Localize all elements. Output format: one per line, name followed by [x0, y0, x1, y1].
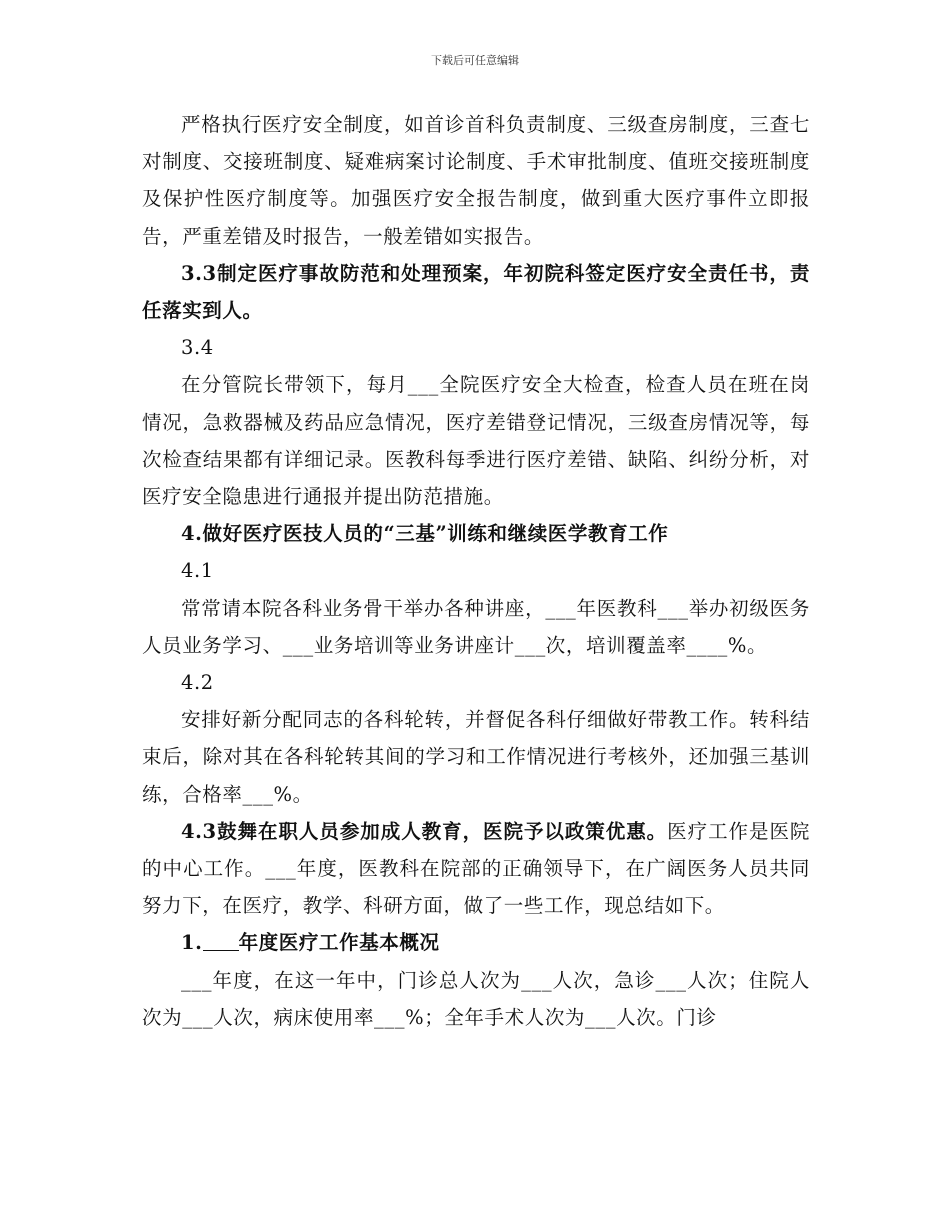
- heading-1-annual-overview: [142, 924, 810, 961]
- page-header: 下载后可任意编辑: [431, 54, 519, 67]
- paragraph-4-3: [142, 813, 810, 925]
- heading-4-1: 4.1: [181, 559, 214, 583]
- heading-4-3: 4.3鼓舞在职人员参加成人教育，医院予以政策优惠。: [181, 819, 668, 843]
- heading-1-title: 年度医疗工作基本概况: [238, 931, 440, 955]
- heading-1-number: 1.: [181, 931, 203, 955]
- paragraph-summary-intro: 医疗工作是医院的中心工作。___年度，医教科在院部的正确领导下，在广阔医务人员共同努力下，在医疗，教学、科研方面，做了一些工作，现总结如下。: [142, 819, 810, 918]
- document-body: [142, 106, 810, 1036]
- paragraph-lectures: 常常请本院各科业务骨干举办各种讲座，___年医教科___举办初级医务人员业务学习、___业务培训等业务讲座计___次，培训覆盖率____%。: [142, 596, 810, 657]
- underline-blank: [203, 931, 239, 952]
- heading-3-3: 3.3制定医疗事故防范和处理预案，年初院科签定医疗安全责任书，责任落实到人。: [142, 261, 810, 323]
- heading-4: 4.做好医疗医技人员的“三基”训练和继续医学教育工作: [181, 522, 669, 546]
- paragraph-safety-rules: 严格执行医疗安全制度，如首诊首科负责制度、三级查房制度，三查七对制度、交接班制度、疑难病案讨论制度、手术审批制度、值班交接班制度及保护性医疗制度等。加强医疗安全报告制度，做到重大医疗事件立即报告，严重差错及时报告，一般差错如实报告。: [142, 113, 810, 248]
- heading-4-2: 4.2: [181, 671, 214, 695]
- paragraph-rotation: 安排好新分配同志的各科轮转，并督促各科仔细做好带教工作。转科结束后，除对其在各科轮转其间的学习和工作情况进行考核外，还加强三基训练，合格率___%。: [142, 708, 810, 806]
- paragraph-safety-inspection: 在分管院长带领下，每月___全院医疗安全大检查，检查人员在班在岗情况，急救器械及药品应急情况，医疗差错登记情况，三级查房情况等，每次检查结果都有详细记录。医教科每季进行医疗差错、缺陷、纠纷分析，对医疗安全隐患进行通报并提出防范措施。: [142, 373, 810, 509]
- heading-3-4: 3.4: [181, 336, 214, 360]
- paragraph-statistics: ___年度，在这一年中，门诊总人次为___人次，急诊___人次；住院人次为___人次，病床使用率___%；全年手术人次为___人次。门诊: [142, 968, 810, 1029]
